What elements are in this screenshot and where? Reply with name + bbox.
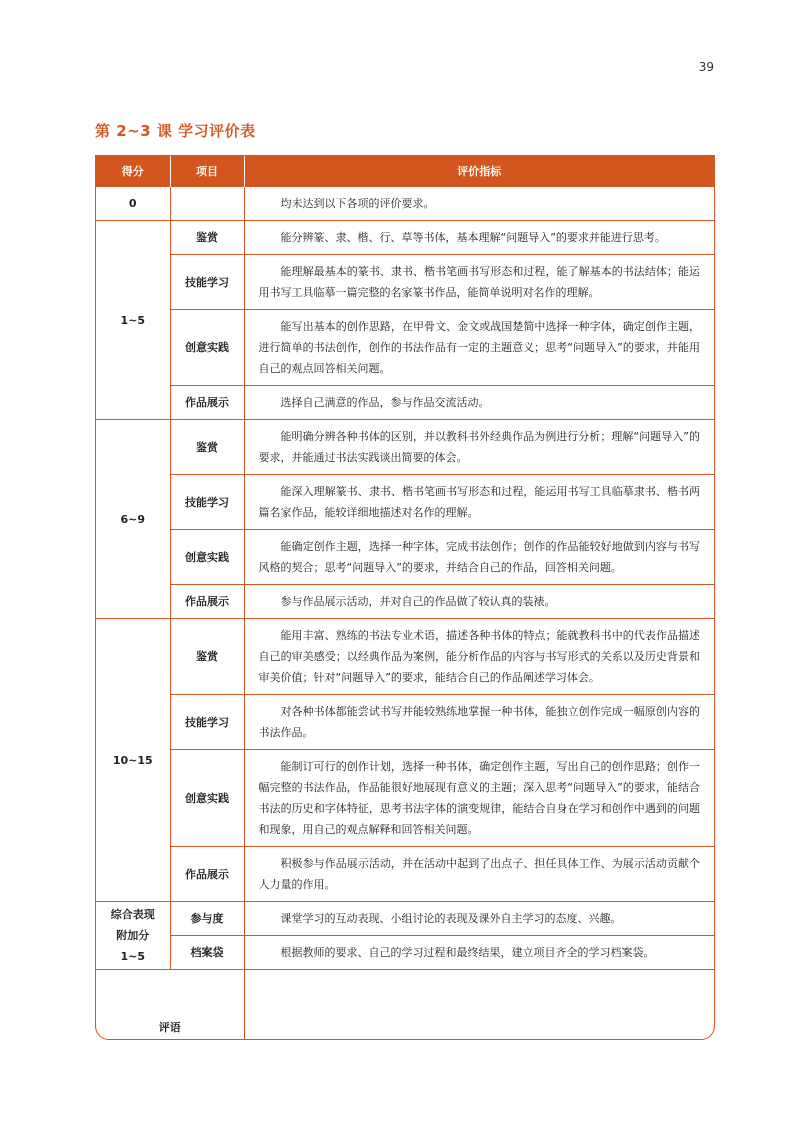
criteria-cell: 参与作品展示活动，并对自己的作品做了较认真的装裱。	[244, 585, 714, 619]
item-cell: 创意实践	[170, 530, 244, 585]
item-cell: 技能学习	[170, 695, 244, 750]
item-cell: 作品展示	[170, 386, 244, 420]
criteria-cell: 能确定创作主题，选择一种字体，完成书法创作；创作的作品能较好地做到内容与书写风格的契合；思考“问题导入”的要求，并结合自己的作品，回答相关问题。	[244, 530, 714, 585]
criteria-cell: 根据教师的要求、自己的学习过程和最终结果，建立项目齐全的学习档案袋。	[244, 936, 714, 970]
score-cell: 0	[96, 187, 170, 221]
score-cell: 综合表现附加分 1~5	[96, 902, 170, 970]
evaluation-table	[95, 155, 715, 1040]
table-row	[96, 695, 714, 750]
item-cell: 鉴赏	[170, 221, 244, 255]
item-cell: 鉴赏	[170, 420, 244, 475]
table-row	[96, 420, 714, 475]
table-row	[96, 750, 714, 847]
criteria-cell: 能分辨篆、隶、楷、行、草等书体，基本理解“问题导入”的要求并能进行思考。	[244, 221, 714, 255]
header-item: 项目	[170, 156, 244, 187]
page-title: 第 2~3 课 学习评价表	[95, 122, 256, 140]
table-row	[96, 847, 714, 902]
score-cell: 6~9	[96, 420, 170, 619]
score-cell: 1~5	[96, 221, 170, 420]
criteria-cell: 积极参与作品展示活动，并在活动中起到了出点子、担任具体工作、为展示活动贡献个人力量的作用。	[244, 847, 714, 902]
comment-field[interactable]	[244, 970, 714, 1041]
table-row	[96, 187, 714, 221]
item-cell: 创意实践	[170, 310, 244, 386]
table-row	[96, 619, 714, 695]
table-row	[96, 475, 714, 530]
table-header-row	[96, 156, 714, 187]
criteria-cell: 能写出基本的创作思路，在甲骨文、金文或战国楚简中选择一种字体，确定创作主题，进行简单的书法创作，创作的书法作品有一定的主题意义；思考“问题导入”的要求，并能用自己的观点回答相关问题。	[244, 310, 714, 386]
item-cell: 技能学习	[170, 475, 244, 530]
score-cell: 10~15	[96, 619, 170, 902]
table-row	[96, 936, 714, 970]
table-row	[96, 386, 714, 420]
criteria-cell: 课堂学习的互动表现、小组讨论的表现及课外自主学习的态度、兴趣。	[244, 902, 714, 936]
item-cell: 鉴赏	[170, 619, 244, 695]
table-row	[96, 310, 714, 386]
table-row	[96, 530, 714, 585]
table-row	[96, 902, 714, 936]
item-cell: 档案袋	[170, 936, 244, 970]
item-cell: 作品展示	[170, 847, 244, 902]
item-cell	[170, 187, 244, 221]
criteria-cell: 均未达到以下各项的评价要求。	[244, 187, 714, 221]
criteria-cell: 能明确分辨各种书体的区别，并以教科书外经典作品为例进行分析；理解“问题导入”的要求，并能通过书法实践谈出简要的体会。	[244, 420, 714, 475]
criteria-cell: 能理解最基本的篆书、隶书、楷书笔画书写形态和过程，能了解基本的书法结体；能运用书写工具临摹一篇完整的名家篆书作品，能简单说明对名作的理解。	[244, 255, 714, 310]
item-cell: 作品展示	[170, 585, 244, 619]
header-score: 得分	[96, 156, 170, 187]
comment-label: 评语	[96, 970, 244, 1041]
criteria-cell: 能深入理解篆书、隶书、楷书笔画书写形态和过程，能运用书写工具临摹隶书、楷书两篇名家作品，能较详细地描述对名作的理解。	[244, 475, 714, 530]
comment-row	[96, 970, 714, 1041]
table-row	[96, 585, 714, 619]
table-row	[96, 221, 714, 255]
page-number: 39	[698, 60, 714, 74]
item-cell: 技能学习	[170, 255, 244, 310]
criteria-cell: 选择自己满意的作品，参与作品交流活动。	[244, 386, 714, 420]
item-cell: 参与度	[170, 902, 244, 936]
criteria-cell: 对各种书体都能尝试书写并能较熟练地掌握一种书体，能独立创作完成一幅原创内容的书法作品。	[244, 695, 714, 750]
item-cell: 创意实践	[170, 750, 244, 847]
table-row	[96, 255, 714, 310]
criteria-cell: 能制订可行的创作计划，选择一种书体，确定创作主题，写出自己的创作思路；创作一幅完整的书法作品，作品能很好地展现有意义的主题；深入思考“问题导入”的要求，能结合书法的历史和字体特征，思考书法字体的演变规律，能结合自身在学习和创作中遇到的问题和现象，用自己的观点解释和回答相关问题。	[244, 750, 714, 847]
header-criteria: 评价指标	[244, 156, 714, 187]
criteria-cell: 能用丰富、熟练的书法专业术语，描述各种书体的特点；能就教科书中的代表作品描述自己的审美感受；以经典作品为案例，能分析作品的内容与书写形式的关系以及历史背景和审美价值；针对“问题导入”的要求，能结合自己的作品阐述学习体会。	[244, 619, 714, 695]
